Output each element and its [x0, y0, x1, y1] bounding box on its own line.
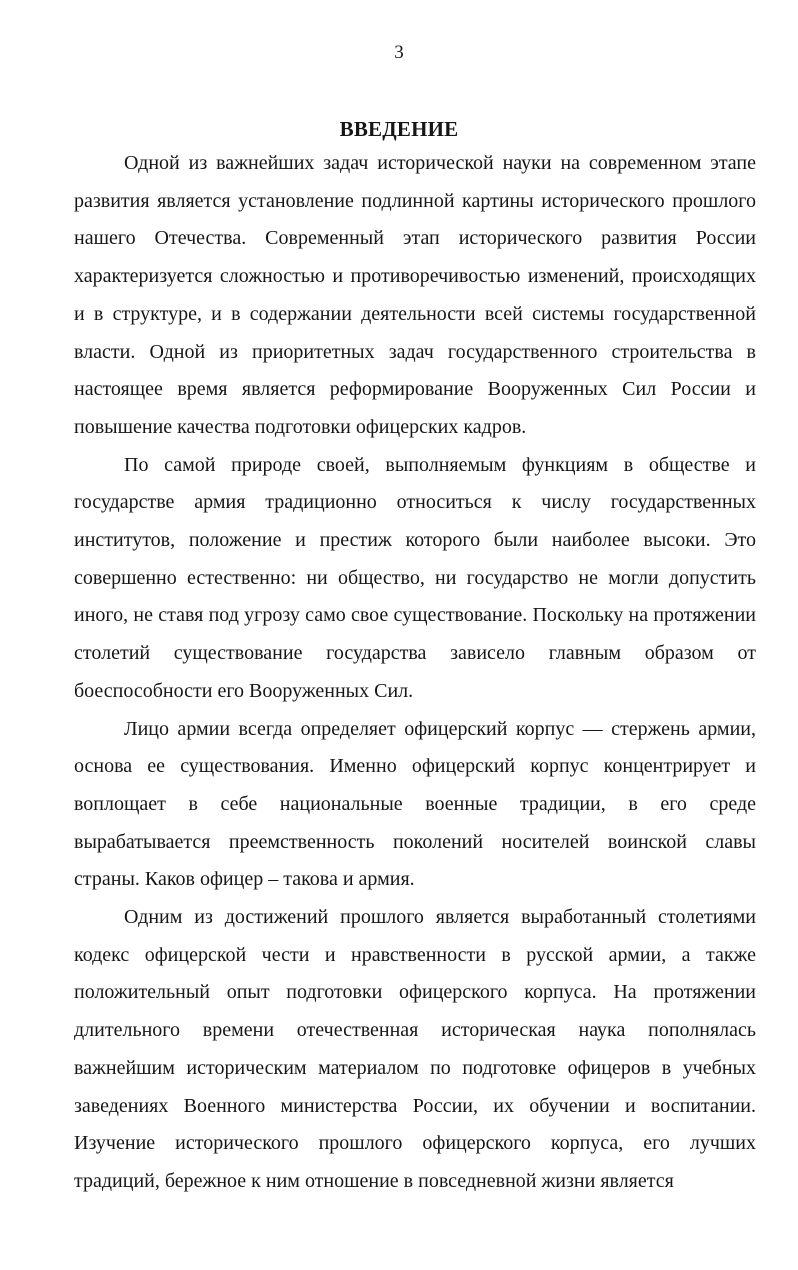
page-number: 3 — [394, 42, 404, 63]
paragraph-4: Одним из достижений прошлого является выработанный столетиями кодекс офицерской чести и нравственности в русской армии, а также положительный опыт подготовки офицерского корпуса. На протяжении длительного времени отечественная историческая наука пополнялась важнейшим историческим материалом по подготовке офицеров в учебных заведениях Военного министерства России, их обучении и воспитании. Изучение исторического прошлого офицерского корпуса, его лучших традиций, бережное к ним отношение в повседневной жизни является — [74, 906, 756, 1192]
body-text — [74, 145, 756, 1201]
page-title: ВВЕДЕНИЕ — [339, 117, 459, 141]
paragraph-3: Лицо армии всегда определяет офицерский корпус — стержень армии, основа ее существования. Именно офицерский корпус концентрирует и воплощает в себе национальные военные традиции, в его среде вырабатывается преемственность поколений носителей воинской славы страны. Каков офицер – такова и армия. — [74, 717, 756, 891]
paragraph-1: Одной из важнейших задач исторической науки на современном этапе развития является установление подлинной картины исторического прошлого нашего Отечества. Современный этап исторического развития России характеризуется сложностью и противоречивостью изменений, происходящих и в структуре, и в содержании деятельности всей системы государственной власти. Одной из приоритетных задач государственного строительства в настоящее время является реформирование Вооруженных Сил России и повышение качества подготовки офицерских кадров. — [74, 152, 756, 438]
paragraph-2: По самой природе своей, выполняемым функциям в обществе и государстве армия традиционно относиться к числу государственных институтов, положение и престиж которого были наиболее высоки. Это совершенно естественно: ни общество, ни государство не могли допустить иного, не ставя под угрозу само свое существование. Поскольку на протяжении столетий существование государства зависело главным образом от боеспособности его Вооруженных Сил. — [74, 453, 756, 702]
